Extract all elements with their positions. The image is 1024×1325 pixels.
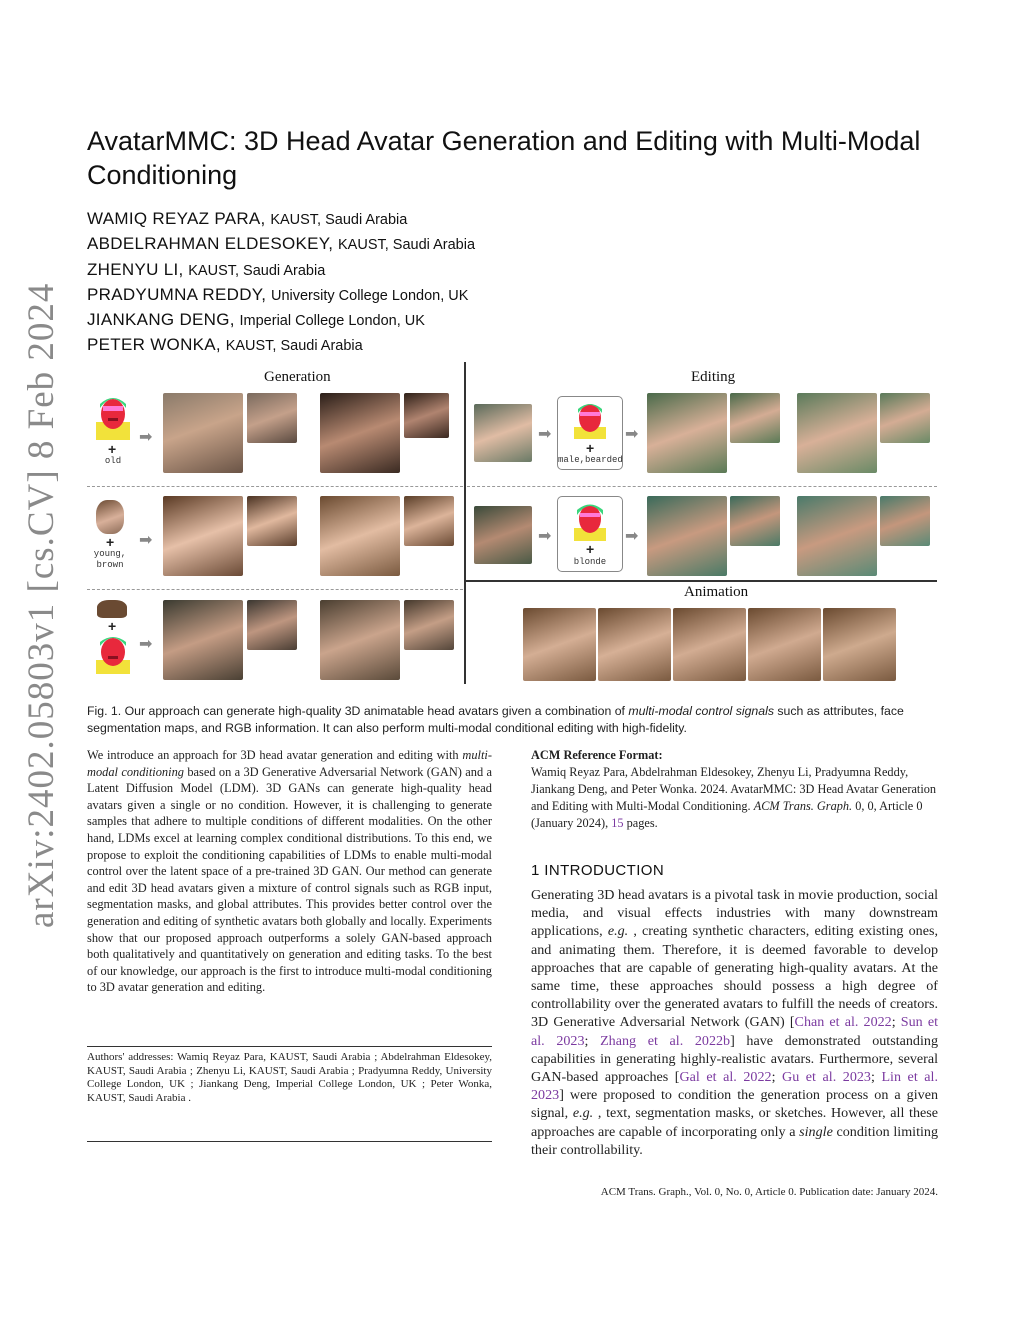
plus-sign: + xyxy=(586,541,595,557)
acm-reference-format xyxy=(531,747,940,832)
abstract-text: based on a 3D Generative Adversarial Network (GAN) and a Latent Diffusion Model (LDM). 3D GANs can generate high-quality head avatars given a single or no condition. However, it is challenging to generate samples that adhere to multiple conditions of different modalities. On the other hand, LDMs excel at learning complex conditional distributions. To this end, we propose to exploit the conditioning capabilities of LDMs to enable multi-modal control over the latent space of a pre-trained 3D GAN. Our method can generate and edit 3D head avatars given a mixture of control signals such as RGB input, segmentation masks, and global attributes. This provides better control over the generation and editing of synthetic avatars both globally and locally. Experiments show that our proposed approach outperforms a solely GAN-based approach both qualitatively and quantitatively on generation and editing tasks. To the best of our knowledge, our approach is the first to introduce multi-modal conditioning to 3D avatar generation and editing. xyxy=(87,764,492,995)
body-text: , text, segmentation masks, or sketches. However, all these approaches are capable of incorporating only a xyxy=(531,1105,938,1140)
body-emphasis: e.g. xyxy=(607,923,629,940)
citation-separator: ; xyxy=(891,1014,901,1031)
condition-label xyxy=(90,549,130,571)
condition-label: male,bearded xyxy=(558,455,623,465)
generated-avatar-view-image xyxy=(404,496,454,546)
generated-avatar-view-image xyxy=(247,600,297,650)
generated-avatar-image xyxy=(163,496,243,576)
caption-text: Fig. 1. Our approach can generate high-quality 3D animatable head avatars given a combination of xyxy=(87,704,629,718)
row-divider xyxy=(87,486,463,487)
generated-avatar-view-image xyxy=(404,600,454,650)
row-divider xyxy=(87,589,463,590)
panel-divider-vertical xyxy=(464,362,466,684)
author-3 xyxy=(87,258,475,283)
figure-caption xyxy=(87,703,939,737)
author-4 xyxy=(87,283,475,308)
segmentation-mask-icon xyxy=(96,634,130,674)
author-2 xyxy=(87,232,475,257)
acm-reference-journal: ACM Trans. Graph. xyxy=(753,799,853,813)
acm-reference-text xyxy=(531,764,940,832)
acm-reference-citation: 0, 0, Article 0 (January 2024), xyxy=(531,799,923,830)
edited-avatar-image xyxy=(797,496,877,576)
animation-frame-image xyxy=(673,608,746,681)
arrow-icon: ➡ xyxy=(139,427,153,446)
caption-emphasis: multi-modal control signals xyxy=(628,704,774,718)
page-footer: ACM Trans. Graph., Vol. 0, No. 0, Article 0. Publication date: January 2024. xyxy=(600,1186,938,1198)
arrow-icon: ➡ xyxy=(625,424,639,443)
animation-frame-image xyxy=(748,608,821,681)
row-divider xyxy=(467,486,937,487)
abstract-emphasis: multi-modal conditioning xyxy=(87,748,492,779)
author-name: WAMIQ REYAZ PARA, xyxy=(87,209,266,228)
animation-frame-image xyxy=(598,608,671,681)
author-list xyxy=(87,207,475,359)
hair-input-image xyxy=(97,600,127,618)
segmentation-mask-icon xyxy=(574,401,606,439)
condition-young: young, xyxy=(93,549,127,559)
paper-title: AvatarMMC: 3D Head Avatar Generation and Editing with Multi-Modal Conditioning xyxy=(87,126,921,190)
acm-reference-citation: Wamiq Reyaz Para, Abdelrahman Eldesokey, Zhenyu Li, Pradyumna Reddy, Jiankang Deng, and Peter Wonka. 2024. AvatarMMC: 3D Head Avatar Generation and Editing with Multi-Modal Conditioning. xyxy=(531,765,937,813)
edited-avatar-image xyxy=(647,393,727,473)
author-6 xyxy=(87,333,475,358)
arrow-icon: ➡ xyxy=(139,634,153,653)
acm-reference-citation: pages. xyxy=(623,816,658,830)
citation-link[interactable]: Sun et al. 2023 xyxy=(531,1014,938,1049)
teaser-figure xyxy=(87,362,937,687)
citation-separator: ; xyxy=(870,1069,882,1086)
author-name: PRADYUMNA REDDY, xyxy=(87,284,267,304)
acm-reference-heading: ACM Reference Format: xyxy=(531,748,663,762)
edited-avatar-view-image xyxy=(730,393,780,443)
abstract-text: We introduce an approach for 3D head avatar generation and editing with xyxy=(87,748,463,762)
author-name: ABDELRAHMAN ELDESOKEY, xyxy=(87,234,334,254)
page-count-link[interactable]: 15 xyxy=(611,816,624,830)
citation-separator: ; xyxy=(771,1069,783,1086)
generated-avatar-view-image xyxy=(404,393,449,438)
condition-label: blonde xyxy=(573,557,607,567)
author-5 xyxy=(87,308,475,333)
generated-avatar-image xyxy=(320,600,400,680)
author-name: ZHENYU LI, xyxy=(87,259,184,279)
author-affiliation: KAUST, Saudi Arabia xyxy=(338,237,476,254)
arrow-icon: ➡ xyxy=(538,424,552,443)
body-emphasis: e.g. xyxy=(572,1105,594,1122)
arxiv-identifier: arXiv:2402.05803v1 [cs.CV] 8 Feb 2024 xyxy=(21,282,62,928)
segmentation-mask-icon xyxy=(96,394,130,440)
condition-label: old xyxy=(104,456,122,466)
citation-link[interactable]: Chan et al. 2022 xyxy=(794,1014,892,1031)
body-text: Generating 3D head avatars is a pivotal task in movie production, social media, and visual effects industries with many downstream applications, xyxy=(531,887,938,940)
citation-link[interactable]: Lin et al. 2023 xyxy=(531,1069,938,1104)
generated-avatar-image xyxy=(320,496,400,576)
animation-panel-title: Animation xyxy=(684,584,749,600)
edited-avatar-view-image xyxy=(730,496,780,546)
arrow-icon: ➡ xyxy=(139,530,153,549)
editing-condition-box xyxy=(557,496,623,572)
body-emphasis: single xyxy=(799,1123,833,1140)
body-text: ] were proposed to condition the generation process on a given signal, xyxy=(531,1087,938,1122)
body-text: , creating synthetic characters, editing existing ones, and animating them. Therefore, it is deemed favorable to develop approaches that are capable of generating high-quality avatars. At the same time, these approaches should possess a high degree of controllability over the generated avatars to fulfill the needs of creators. 3D Generative Adversarial Network (GAN) [ xyxy=(531,923,938,1031)
edited-avatar-view-image xyxy=(880,496,930,546)
body-text: condition limiting their controllability. xyxy=(531,1123,939,1158)
citation-link[interactable]: Gu et al. 2023 xyxy=(782,1069,871,1086)
footnote-rule xyxy=(87,1046,492,1047)
plus-sign: + xyxy=(108,618,117,634)
generated-avatar-image xyxy=(320,393,400,473)
body-text: ] have demonstrated outstanding capabilities in generating highly-realistic avatars. Furthermore, several GAN-based approaches [ xyxy=(531,1032,938,1086)
input-avatar-image xyxy=(474,404,532,462)
generated-avatar-view-image xyxy=(247,496,297,546)
generated-avatar-image xyxy=(163,600,243,680)
abstract xyxy=(87,747,492,996)
rgb-input-image xyxy=(96,500,124,534)
condition-brown: brown xyxy=(96,560,124,570)
arrow-icon: ➡ xyxy=(625,526,639,545)
author-addresses: Authors' addresses: Wamiq Reyaz Para, KAUST, Saudi Arabia ; Abdelrahman Eldesokey, KAUST, Saudi Arabia ; Zhenyu Li, KAUST, Saudi Arabia ; Pradyumna Reddy, University College London, UK ; Jiankang Deng, Imperial College London, UK ; Peter Wonka, KAUST, Saudi Arabia . xyxy=(87,1051,492,1104)
animation-frame-image xyxy=(523,608,596,681)
editing-condition-box xyxy=(557,396,623,470)
edited-avatar-image xyxy=(797,393,877,473)
plus-sign: + xyxy=(108,441,117,457)
caption-text: such as attributes, face segmentation maps, and RGB information. It can also perform multi-modal conditional editing with high-fidelity. xyxy=(87,704,904,735)
generated-avatar-view-image xyxy=(247,393,297,443)
input-avatar-image xyxy=(474,506,532,564)
citation-link[interactable]: Zhang et al. 2022b xyxy=(600,1032,731,1049)
plus-sign: + xyxy=(586,440,595,456)
edited-avatar-image xyxy=(647,496,727,576)
author-affiliation: KAUST, Saudi Arabia xyxy=(225,338,363,355)
plus-sign: + xyxy=(106,534,115,550)
segmentation-mask-icon xyxy=(574,501,606,541)
generated-avatar-image xyxy=(163,393,243,473)
author-name: JIANKANG DENG, xyxy=(87,310,235,330)
citation-link[interactable]: Gal et al. 2022 xyxy=(679,1069,772,1086)
animation-frame-image xyxy=(823,608,896,681)
author-1 xyxy=(87,207,475,232)
author-affiliation: KAUST, Saudi Arabia xyxy=(270,212,408,228)
author-name: PETER WONKA, xyxy=(87,335,221,355)
citation-separator: ; xyxy=(584,1032,601,1049)
edited-avatar-view-image xyxy=(880,393,930,443)
author-affiliation: University College London, UK xyxy=(270,287,469,304)
author-affiliation: Imperial College London, UK xyxy=(239,313,425,330)
section-heading-introduction: 1 INTRODUCTION xyxy=(531,862,665,879)
arrow-icon: ➡ xyxy=(538,526,552,545)
author-affiliation: KAUST, Saudi Arabia xyxy=(188,262,326,279)
generation-panel-title: Generation xyxy=(264,369,331,385)
introduction-paragraph xyxy=(531,886,938,1159)
footnote-rule xyxy=(87,1141,492,1142)
panel-divider-horizontal xyxy=(465,580,937,582)
editing-panel-title: Editing xyxy=(691,369,736,385)
